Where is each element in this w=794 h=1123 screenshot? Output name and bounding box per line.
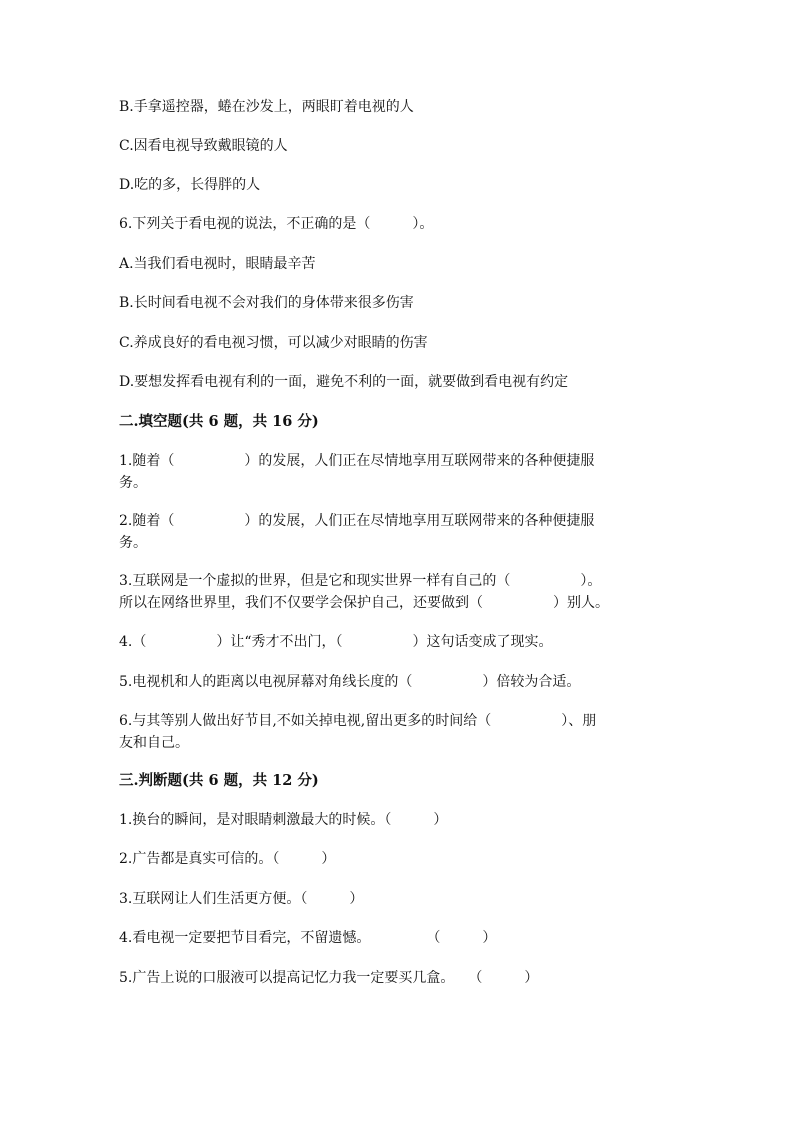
fill-q2-line2: 务。 — [119, 535, 147, 551]
judge-q1: 1.换台的瞬间，是对眼睛刺激最大的时候。（ ） — [119, 812, 448, 828]
fill-q1-line1: 1.随着（ ）的发展，人们正在尽情地享用互联网带来的各种便捷服 — [119, 453, 595, 469]
fill-q6-line2: 友和自己。 — [119, 735, 189, 751]
option-c-text: C.因看电视导致戴眼镜的人 — [119, 138, 288, 154]
option-d-text: D.吃的多，长得胖的人 — [119, 177, 261, 193]
q6-option-d: D.要想发挥看电视有利的一面，避免不利的一面，就要做到看电视有约定 — [119, 374, 569, 390]
section-true-false-heading: 三.判断题(共 6 题，共 12 分) — [119, 772, 319, 789]
q6-option-a: A.当我们看电视时，眼睛最辛苦 — [119, 256, 316, 272]
fill-q4: 4.（ ）让“秀才不出门，（ ）这句话变成了现实。 — [119, 634, 553, 650]
section-fill-blank-heading: 二.填空题(共 6 题，共 16 分) — [119, 413, 319, 430]
judge-q2: 2.广告都是真实可信的。（ ） — [119, 851, 336, 867]
question-6-stem: 6.下列关于看电视的说法，不正确的是（ ）。 — [119, 216, 434, 232]
judge-q5: 5.广告上说的口服液可以提高记忆力我一定要买几盒。 （ ） — [119, 970, 539, 986]
fill-q3-line2: 所以在网络世界里，我们不仅要学会保护自己，还要做到（ ）别人。 — [119, 595, 609, 611]
fill-q3-line1: 3.互联网是一个虚拟的世界，但是它和现实世界一样有自己的（ ）。 — [119, 573, 602, 589]
judge-q4: 4.看电视一定要把节目看完，不留遗憾。 （ ） — [119, 930, 497, 946]
fill-q1-line2: 务。 — [119, 475, 147, 491]
fill-q5: 5.电视机和人的距离以电视屏幕对角线长度的（ ）倍较为合适。 — [119, 674, 581, 690]
q6-option-b: B.长时间看电视不会对我们的身体带来很多伤害 — [119, 295, 414, 311]
q6-option-c: C.养成良好的看电视习惯，可以减少对眼睛的伤害 — [119, 335, 428, 351]
judge-q3: 3.互联网让人们生活更方便。（ ） — [119, 891, 364, 907]
option-b-text: B.手拿遥控器，蜷在沙发上，两眼盯着电视的人 — [119, 99, 414, 115]
fill-q2-line1: 2.随着（ ）的发展，人们正在尽情地享用互联网带来的各种便捷服 — [119, 513, 595, 529]
fill-q6-line1: 6.与其等别人做出好节目,不如关掉电视,留出更多的时间给（ ）、朋 — [119, 713, 597, 729]
